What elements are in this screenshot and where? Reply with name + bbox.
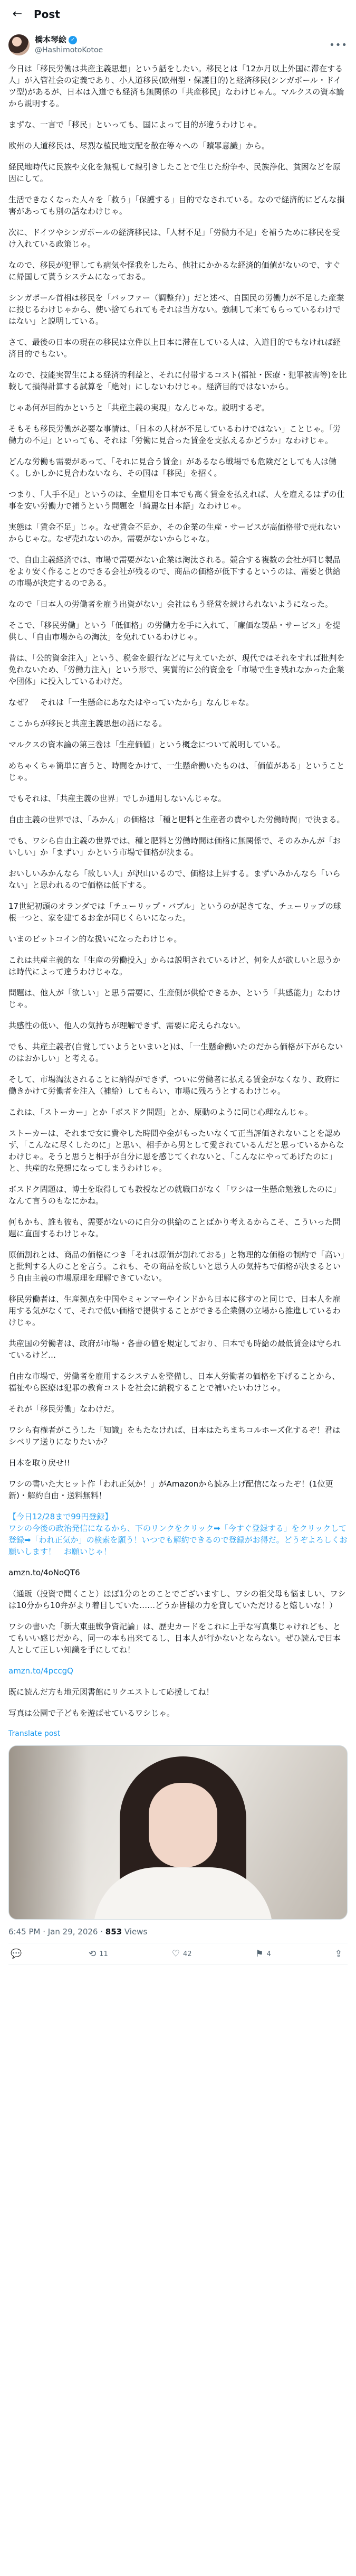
post-paragraph: さて、最後の日本の現在の移民は立件以上日本に滞在している人は、入道目的でもなければ経済目的でもない。	[8, 337, 341, 359]
post-paragraph: 実態は「賃金不足」じゃ。なぜ賃金不足か、その企業の生産・サービスが高価格帯で売れないからじゃな。なぜ売れないのか。需要がないからじゃな。	[8, 522, 341, 543]
post-paragraph: 経民地時代に民族や文化を無視して線引きしたことで生じた紛争や、民族浄化、貧困などを原因にして。	[8, 162, 341, 183]
post-paragraph: 共感性の低い、他人の気持ちが理解できず、需要に応えられない。	[8, 1021, 245, 1030]
post-paragraph: ボスドク問題は、博士を取得しても教授などの就職口がなく「ワシは一生懸命勉強したのに」なんて言うのもなにかね。	[8, 1184, 341, 1206]
author-row	[0, 28, 356, 58]
post-paragraph: いまのビットコイン的な扱いになったわけじゃ。	[8, 934, 182, 944]
views-count: 853	[105, 1927, 122, 1936]
post-paragraph: 次に、ドイツやシンガポールの経済移民は、「人材不足」「労働力不足」を補うために移民を受け入れている政策じゃ。	[8, 228, 340, 249]
post-paragraph: 生活できなくなった人々を「救う」「保護する」目的でなされている。なので経済的にどんな損害があっても別の話なわけじゃ。	[8, 195, 345, 216]
post-paragraph: まずな、一言で「移民」といっても、国によって目的が違うわけじゃ。	[8, 120, 262, 129]
post-paragraph: これは、「ストーカー」とか「ボスドク問題」とか、原動のように同じ心理なんじゃ。	[8, 1107, 313, 1117]
like-icon: ♡	[171, 1949, 180, 1959]
bookmark-icon: ⚑	[255, 1949, 264, 1959]
author-handle[interactable]: @HashimotoKotoe	[35, 45, 103, 54]
post-paragraph: （通販（投資で聞くこと）ほぼ1分のとのことでございますし、ワシの祖父母も悩ましい、ワシは10分から10弁がより着目していた……どうか皆様の力を貸していただけると嬉しいな！）	[8, 1589, 346, 1610]
views-label: Views	[124, 1927, 148, 1936]
post-paragraph: それが「移民労働」なわけだ。	[8, 1404, 120, 1414]
post-paragraph: 日本を取り戻せ!!	[8, 1458, 71, 1468]
action-count: 42	[182, 1950, 192, 1958]
post-paragraph: 自由主義の世界では、「みかん」の価格は「種と肥料と生産者の費やした労働時間」で決まる。	[8, 815, 345, 824]
post-paragraph: ここからが移民と共産主義思想の話になる。	[8, 719, 167, 728]
action-count: 4	[266, 1950, 271, 1958]
post-paragraph: そこで、「移民労働」という「低価格」の労働力を手に入れて、「廉価な製品・サービス」を提供し、「自由市場からの淘汰」を免れているわけじゃ。	[8, 621, 341, 642]
like-button[interactable]	[172, 1949, 192, 1959]
post-paragraph: ワシの書いた大ヒット作「われ正気か！」がAmazonから読み上げ配信になったぞ！(1位更新)・解約自由・送料無料！	[8, 1479, 333, 1500]
share-icon: ⇪	[334, 1949, 342, 1959]
reply-icon: 💬	[11, 1949, 22, 1959]
post-paragraph: でもそれは、「共産主義の世界」でしか通用しないんじゃな。	[8, 794, 226, 803]
post-paragraph: なぜ？ それは「一生懸命にあなたはやっていたから」なんじゃな。	[8, 698, 254, 707]
post-paragraph: これは共産主義的な「生産の労働投入」からは説明されているけど、何を人が欲しいと思うかは時代によって違うわけじゃな。	[8, 955, 341, 976]
post-paragraph: なので、技能実習生による経済的利益と、それに付帯するコスト(福祉・医療・犯罪被害等)を比較して損得計算する試算を「絶対」にしないわけじゃ。経済目的ではないから。	[8, 370, 347, 391]
action-bar	[8, 1943, 348, 1965]
amazon-link[interactable]: 【今日12/28まで99円登録】 ワシの今後の政治発信になるから、下のリンクをクリック➡「今すぐ登録する」をクリックして登録➡「われ正気か」の検索を願う！いつでも解約できるので登録がお得だ。どうぞよろしくお願いします！ お願いじゃ！	[8, 1512, 348, 1556]
more-options-icon[interactable]: •••	[329, 39, 348, 51]
post-paragraph: めちゃくちゃ簡単に言うと、時間をかけて、一生懸命働いたものは、「価値がある」ということじゃ。	[8, 761, 345, 782]
post-paragraph: 写真は公園で子どもを遊ばせているワシじゃ。	[8, 1708, 175, 1718]
post-paragraph: 何もかも、誰も彼も、需要がないのに自分の供給のことばかり考えるからこそ、こういった問題に直面するわけじゃな。	[8, 1217, 341, 1238]
post-time[interactable]: 6:45 PM	[8, 1927, 41, 1936]
top-bar	[0, 0, 356, 28]
post-paragraph: 移民労働者は、生産拠点を中国やミャンマーやインドから日本に移すのと同じで、日本人を雇用する気がなくて、それで低い価格で提供することができる企業側の立場から推進しているわけじゃ。	[8, 1294, 341, 1327]
action-count: 11	[99, 1950, 108, 1958]
post-paragraph: そして、市場淘汰されることに納得ができず、ついに労働者に払える賃金がなくなり、政府に働きかけて労働者を注入（補給）してもらい、市場に残ろうとするわけじゃ。	[8, 1075, 340, 1096]
reply-button[interactable]	[11, 1949, 25, 1959]
post-paragraph: つまり、「人手不足」というのは、全雇用を日本でも高く賃金を払えれば、人を雇えるはずの仕事を安い労働力で補うという問題を「綺麗な日本語」なわけじゃ。	[8, 490, 345, 511]
post-text	[8, 63, 348, 1728]
post-paragraph: で、自由主義経済では、市場で需要がない企業は淘汰される。競合する複数の会社が同じ製品をより安く作ることのできる会社が残るので、商品の価格が低下するというのは、需要と供給の市場が決定するのである。	[8, 555, 341, 588]
author-names	[35, 35, 329, 55]
post-paragraph: マルクスの資本論の第三巻は「生産価値」という概念について説明している。	[8, 740, 285, 749]
post-paragraph: 17世紀初頭のオランダでは「チューリップ・バブル」というのが起きてな、チューリップの球根一つと、家を建てるお金が同じくらいになった。	[8, 901, 341, 923]
post-paragraph: じゃあ何が目的かというと「共産主義の実現」なんじゃな。説明するぞ。	[8, 403, 270, 412]
post-meta: 6:45 PM · Jan 29, 2026 · 853 Views	[8, 1920, 348, 1943]
verified-badge-icon: ✓	[69, 36, 77, 44]
post-paragraph: おいしいみかんなら「欲しい人」が沢山いるので、価格は上昇する。まずいみかんなら「いらない」と思われるので価格は低下する。	[8, 869, 341, 890]
translate-post-link[interactable]: Translate post	[8, 1729, 61, 1738]
post-body	[0, 58, 356, 1965]
post-paragraph: 自由な市場で、労働者を雇用するシステムを整備し、日本人労働者の価格を下げることから、福祉やら医療は犯罪の教育コストを社会に納税することで補いたいわけじゃ。	[8, 1371, 340, 1393]
page-title: Post	[34, 7, 60, 21]
author-display-name[interactable]: 橋本琴絵	[35, 35, 67, 45]
post-paragraph: ワシら有権者がこうした「知識」をもたなければ、日本はたちまちコルホーズ化するぞ！君はシベリア送りになりたいか？	[8, 1425, 341, 1446]
post-paragraph: 欧州の人道移民は、尽烈な植民地支配を散在等々への「贖罪意識」から。	[8, 141, 270, 151]
post-paragraph: そもそも移民労働が必要な事情は、「日本の人材が不足しているわけではない」ことじゃ。「労働力の不足」といっても、それは「労働に見合った賃金を支払えるかどうか」なわけじゃ。	[8, 424, 341, 445]
share-button[interactable]	[335, 1949, 345, 1959]
photo-background	[9, 1746, 88, 1920]
post-paragraph: 昔は、「公的資金注入」という、税金を銀行などに与えていたが、現代ではそれをすれば批判を免れないため、「労働力注入」という形で、実質的に公的資金を「市場で生き残れなかった企業や団体」に投入しているわけだ。	[8, 653, 345, 686]
post-paragraph: ワシの書いた「新大東亜戦争資記論」は、歴史カードをこれに上手な写真集じゃけれども、とてもいい感じだから、同一の本も出来てるし、日本人が行かないとならない。ぜひ読んで日本人として正しい知識を手にしてね！	[8, 1622, 341, 1654]
post-paragraph: シンガポール首相は移民を「バッファー（調整弁）」だと述べ、自国民の労働力が不足した産業に投じるわけじゃから、使い捨てられてもそれは当方ない。強制して来てもらっているわけではない」と説明している。	[8, 293, 344, 326]
repost-icon: ⟲	[89, 1949, 97, 1959]
amazon-link[interactable]: amzn.to/4pccgQ	[8, 1666, 73, 1676]
repost-button[interactable]	[89, 1949, 108, 1959]
post-paragraph: 共産国の労働者は、政府が市場・各書の値を規定しており、日本でも時給の最低賃金は守られているけど…	[8, 1339, 341, 1360]
post-paragraph: 今日は「移民労働は共産主義思想」という話をしたい。移民とは「12か月以上外国に滞在する人」が入管社会の定義であり、小人道移民(欧州型・保護目的)と経済移民(シンガポール・ドイツ型)があるが、日本は入道でも経済も無関係の「共産移民」なわけじゃん。マルクスの資本論から説明する。	[8, 64, 344, 108]
photo-subject-face	[149, 1783, 217, 1867]
post-paragraph: でも、ワシら自由主義の世界では、種と肥料と労働時間は価格に無関係で、そのみかんが「おいしい」か「まずい」かという市場で価格が決まる。	[8, 836, 341, 857]
post-paragraph: 問題は、他人が「欲しい」と思う需要に、生産側が供給できるか、という「共感能力」なわけじゃ。	[8, 988, 341, 1009]
post-paragraph: どんな労働も需要があって、「それに見合う賃金」があるなら戦場でも危険だとしても人は働く。しかしかに見合わないなら、その国は「移民」を招く。	[8, 457, 337, 478]
post-paragraph: でも、共産主義者(自覚していようといまいと)は、「一生懸命働いたのだから価格が下がらないのはおかしい」と考える。	[8, 1042, 343, 1063]
post-photo[interactable]	[8, 1745, 348, 1920]
post-date[interactable]: Jan 29, 2026	[47, 1927, 98, 1936]
post-paragraph: 原価割れとは、商品の価格につき「それは原価が割れておる」と物理的な価格の制約で「高い」と批判する人のことを言う。これも、その商品を欲しいと思う人の気持ちで価格が決まるという自由主義の市場原理を理解できていない。	[8, 1250, 345, 1283]
avatar[interactable]	[8, 34, 30, 55]
post-paragraph: ストーカーは、それまで女に費やした時間や金がもったいなくて正当評価されないことを認めず、「こんなに尽くしたのに」と思い、相手から男として愛されているんだと思っているからなわけじゃ。そうと思うと相手が自分に恩を感じてくれないと、「こんなにやってあげたのに」と、共産的な発想になってしまうわけじゃ。	[8, 1129, 344, 1173]
post-paragraph: 既に読んだ方も地元図書館にリクエストして応援してね！	[8, 1687, 214, 1697]
bookmark-button[interactable]	[255, 1949, 271, 1959]
post-paragraph: なので、移民が犯罪しても病気や怪我をしたら、他社にかかるな経済的価値がないので、すぐに帰国して貰うシステムになっておる。	[8, 260, 341, 281]
post-paragraph: amzn.to/4oNoQT6	[8, 1568, 80, 1577]
post-paragraph: なので「日本人の労働者を雇う出資がない」会社はもう経営を続けられないようになった。	[8, 599, 333, 609]
back-arrow-icon[interactable]: ←	[12, 7, 23, 21]
